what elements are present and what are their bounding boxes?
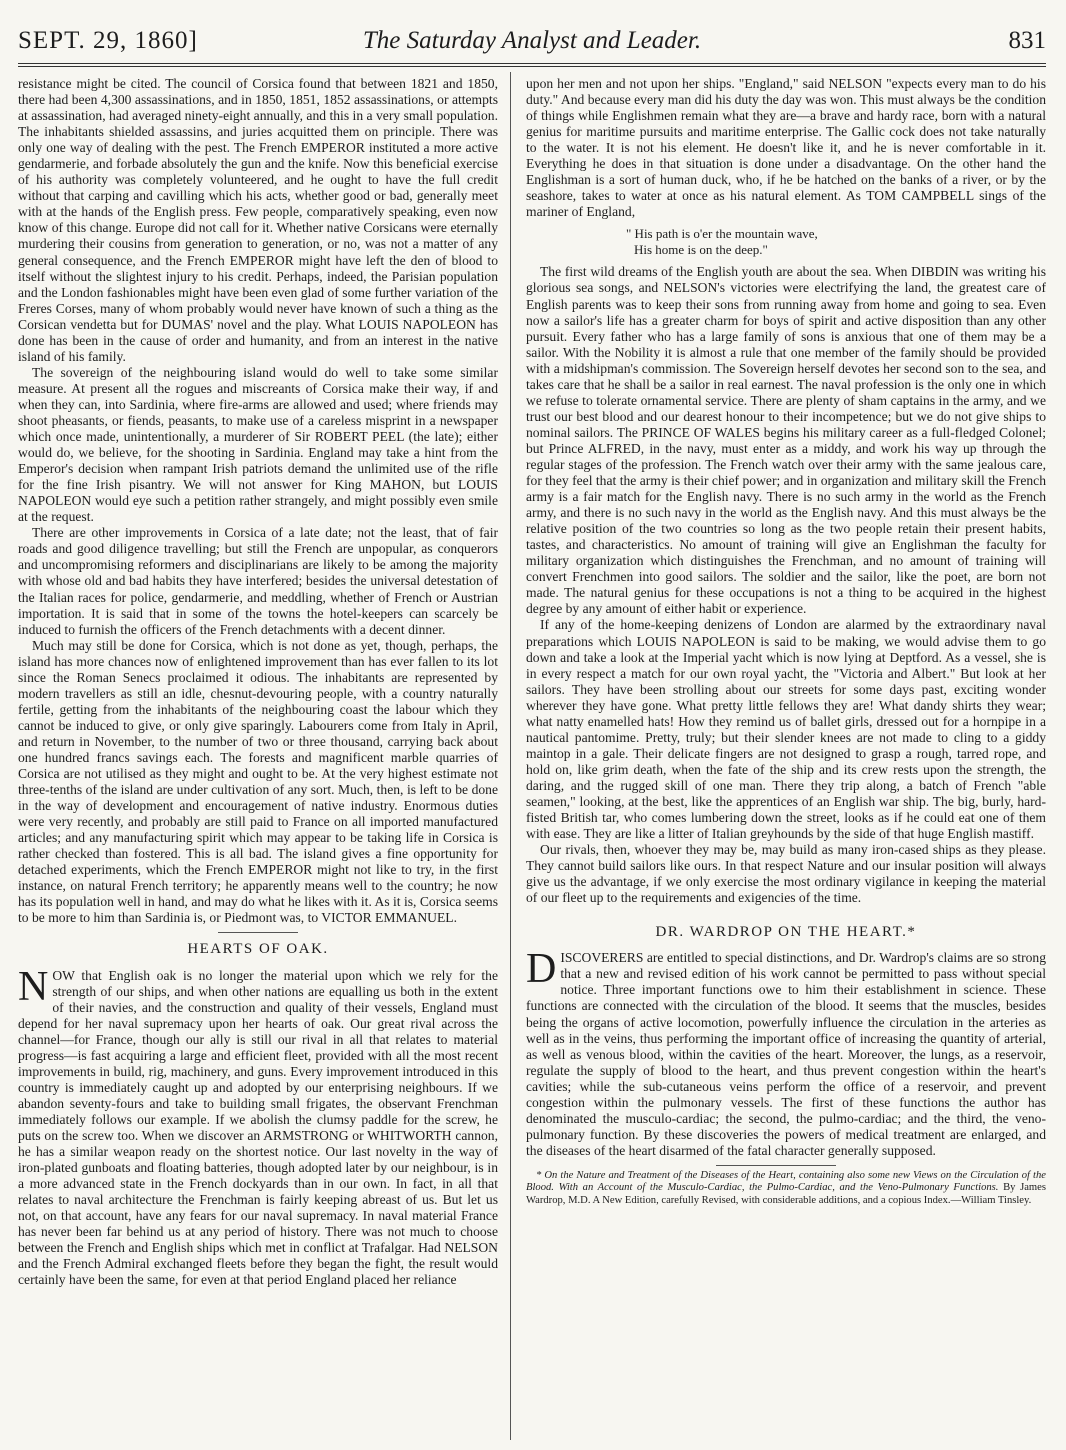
corsica-paragraph: The sovereign of the neighbouring island would do well to take some similar measure. At present all the rogues and miscreants of Corsica make their way, if and when they can, into Sardinia, where fire-arms are allowed and used; where friends may shoot pheasants, or fiends, peasants, to make use of a careless misprint in a newspaper which once made, unintentionally, a murderer of Sir ROBERT PEEL (the late); either would do, we believe, for the shooting in Sardinia. England may take a hint from the Emperor's decision when rampant Irish patriots demand the unlimited use of the rifle for the fine Irish pisantry. We will not answer for King MAHON, but LOUIS NAPOLEON would eye such a petition rather strangely, and might possibly even smile at the request. xyxy=(18,364,498,525)
section-divider xyxy=(218,932,298,933)
corsica-paragraph: Much may still be done for Corsica, which is not done as yet, though, perhaps, the island has more chances now of enlightened improvement than has ever fallen to its lot since the Roman Senecs proclaimed it odious. The inhabitants are represented by modern travellers as still an idle, chesnut-devouring people, with a country naturally fertile, getting from the inhabitants of the neighbouring coast the labour which they cannot be induced to give, or only give sparingly. Labourers come from Italy in April, and return in November, to the number of two or three thousand, carrying back about one hundred francs savings each. The forests and magnificent marble quarries of Corsica are not utilised as they might and ought to be. At the very highest estimate not three-tenths of the island are under cultivation of any sort. Much, then, is left to be done in the way of development and encouragement of native industry. Enormous duties were very recently, and probably are still paid to France on all imported manufactured articles; and any manufacturing spirit which may appear to be taking life in Corsica is rather checked than fostered. This is all bad. The island gives a fine opportunity for detached experiments, which the French EMPEROR might not like to try, in the first instance, on natural French territory; he apparently means well to the country; he now has its population well in hand, and may do what he likes with it. As it is, Corsica seems to be more to him than Sardinia is, or Piedmont was, to VICTOR EMMANUEL. xyxy=(18,637,498,926)
drop-cap: D xyxy=(526,946,557,993)
hearts-of-oak-text: OW that English oak is no longer the material upon which we rely for the strength of our ships, and when other nations are equalling us both in the extent of their navies, and the construction and quality of their vessels, England must depend for her naval supremacy upon her hearts of oak. Our great rival across the channel—for France, though our ally is still our rival in all that relates to material progress—is fast acquiring a large and efficient fleet, provided with all the most recent improvements in build, rig, machinery, and guns. Every improvement introduced in this country is immediately caught up and adopted by our enterprising neighbours. If we abandon seventy-fours and take to building small frigates, the observant Frenchman immediately follows our example. If we abolish the clumsy paddle for the screw, he puts on the screw too. When we discover an ARMSTRONG or WHITWORTH cannon, he has a similar weapon ready on the shortest notice. Our last novelty in the way of iron-plated gunboats and floating batteries, though adopted later by our neighbour, is in a more advanced state in the French dockyards than in our own. In fact, in all that relates to naval architecture the Frenchman is fairly keeping abreast of us. But let us not, on that account, have any fears for our naval supremacy. In naval material France has never been far behind us at any period of history. There was not much to choose between the French and English ships which met in conflict at Trafalgar. Had NELSON and the French Admiral exchanged fleets before they began the fight, the result would certainly have been the same, for even at that period England placed her reliance xyxy=(18,967,498,1288)
hearts-of-oak-paragraph xyxy=(18,963,498,1289)
corsica-paragraph: There are other improvements in Corsica of a late date; not the least, that of fair roads and good diligence travelling; but still the French are unpopular, as conquerors and uncompromising reformers and disciplinarians are likely to be among the majority with whose old and bad habits they have interfered; besides the universal detestation of the Italian races for police, gendarmerie, and meddling, whether of French or Austrian importation. It is said that in some of the towns the hotel-keepers can scarcely be induced to furnish the officers of the French detachments with a decent dinner. xyxy=(18,525,498,637)
footnote-book-title: * On the Nature and Treatment of the Diseases of the Heart, containing also some new Views on the Circulation of the Blood. With an Account of the Musculo-Cardiac, the Pulmo-Cardiac, and the Veno-Pulmonary Functions. xyxy=(526,1169,1046,1194)
poem-quote xyxy=(626,226,1046,258)
header-rule xyxy=(18,63,1046,64)
issue-date: SEPT. 29, 1860] xyxy=(18,27,198,54)
navy-paragraph: Our rivals, then, whoever they may be, may build as many iron-cased ships as they please. They cannot build sailors like ours. In that respect Nature and our insular position will always give us the advantage, if we only exercise the most ordinary vigilance in keeping the material of our fleet up to the requirements and exigencies of the time. xyxy=(526,842,1046,906)
poem-line: His home is on the deep." xyxy=(634,242,768,258)
footnote-publisher: By James Wardrop, M.D. A New Edition, carefully Revised, with considerable additions, and a copious Index.—William Tinsley. xyxy=(526,1182,1046,1206)
navy-paragraph: If any of the home-keeping denizens of London are alarmed by the extraordinary naval preparations which LOUIS NAPOLEON is said to be making, we would advise them to go down and take a look at the Imperial yacht which is now lying at Deptford. As a vessel, she is in every respect a match for our own royal yacht, the "Victoria and Albert." But look at her sailors. They have been strolling about our streets for some days past, exciting wonder wherever they have gone. What pretty little fellows they are! What dandy shirts they wear; what natty enamelled hats! How they remind us of ballet girls, dressed out for a hornpipe in a nautical pantomime. Pretty, truly; but their slender knees are not made to cling to a giddy maintop in a gale. Their delicate fingers are not designed to grasp a rough, tarred rope, and hold on, like grim death, when the fate of the ship and its crew rests upon the strength, the daring, and the rugged skill of one man. There they trip along, a batch of French "able seamen," looking, at the best, like the apprentices of an English war ship. The big, burly, hard-fisted British tar, who comes lumbering down the street, looks as if he could eat one of them with ease. They are like a litter of Italian greyhounds by the side of that huge English mastiff. xyxy=(526,617,1046,842)
navy-paragraph: The first wild dreams of the English youth are about the sea. When DIBDIN was writing his glorious sea songs, and NELSON's victories were electrifying the land, the greatest care of English parents was to keep their sons from running away from home and going to sea. Even now a sailor's life has a greater charm for boys of spirit and active disposition than any other pursuit. Every father who has a large family of sons is anxious that one of them may be a sailor. With the Nobility it is almost a rule that one member of the family should be provided with a midshipman's commission. The Sovereign herself devotes her second son to the sea, and takes care that he shall be a sailor in real earnest. The naval profession is the only one in which we refuse to tolerate ornamental service. There are plenty of sham captains in the army, and we trust our best blood and our dearest honour to their incompetence; but we do not give ships to nominal sailors. The PRINCE OF WALES begins his military career as a full-fledged Colonel; but Prince ALFRED, in the navy, must enter as a middy, and work his way up through the regular stages of the profession. The French watch over their army with the same jealous care, for they feel that the army is their chief power; and in organization and military skill the French army is a fair match for the English navy. There is no such army in the world as the French army, and there is no such navy in the world as the English navy. And this must always be the relative position of the two countries so long as the two people retain their present habits, tastes, and characteristics. No amount of training will give an Englishman the faculty for military organization which distinguishes the Frenchman, and no amount of training will convert Frenchmen into good sailors. The soldier and the sailor, like the poet, are born not made. The natural genius for these occupations is not a thing to be acquired in the highest degree by any amount of either habit or experience. xyxy=(526,264,1046,617)
section-title-wardrop: DR. WARDROP ON THE HEART.* xyxy=(655,924,917,941)
column-divider xyxy=(510,72,511,1440)
page-number: 831 xyxy=(1008,27,1046,54)
left-column xyxy=(18,76,498,1440)
drop-cap: N xyxy=(18,963,49,1010)
section-title-hearts-of-oak: HEARTS OF OAK. xyxy=(187,941,329,958)
footnote-rule xyxy=(716,1165,836,1166)
header-rule-thin xyxy=(18,66,1046,67)
poem-line: " His path is o'er the mountain wave, xyxy=(626,226,818,242)
wardrop-text: ISCOVERERS are entitled to special distinctions, and Dr. Wardrop's claims are so strong that a new and revised edition of his work cannot be permitted to pass without special notice. Three important functions owe to him their establishment in science. These functions are connected with the circulation of the blood. It seems that the muscles, besides being the organs of active locomotion, powerfully influence the circulation in the arteries as well as in the veins, thus performing the important office of increasing the quantity of arterial, as well as venous blood, within the cavities of the heart. Moreover, the lungs, as a reservoir, regulate the supply of blood to the heart, and thus prevent congestion within the heart's cavities; while the sub-cutaneous veins perform the office of a reservoir, and prevent congestion within the pulmonary vessels. The first of these functions the author has denominated the musculo-cardiac; the second, the pulmo-cardiac; and the third, the veno-pulmonary function. By these discoveries the powers of medical treatment are enlarged, and the diseases of the heart disarmed of the fatal character generally supposed. xyxy=(526,950,1046,1158)
corsica-paragraph: resistance might be cited. The council of Corsica found that between 1821 and 1850, there had been 4,300 assassinations, and in 1850, 1851, 1852 assassinations, or attempts at assassination, had averaged ninety-eight annually, and this in a very small population. The inhabitants shielded assassins, and juries acquitted them on principle. There was only one way of dealing with the pest. The French EMPEROR instituted a more active gendarmerie, and forbade absolutely the gun and the knife. Now this beneficial exercise of his authority was completely volunteered, and he ought to have the full credit without that carping and cavilling which his acts, whether good or bad, generally meet with at the hands of the English press. Few people, comparatively speaking, even now know of this change. Europe did not call for it. Whether native Corsicans were eternally murdering their cousins from generation to generation, or no, was not a matter of any general consequence, and the French EMPEROR might have left the den of blood to itself without the slightest injury to his credit. Perhaps, indeed, the Parisian population and the London fashionables might have been even glad of some further variation of the Freres Corses, many of whom probably would never have known of such a thing as the Corsican vendetta but for DUMAS' novel and the play. What LOUIS NAPOLEON has done has been in the cause of order and humanity, and from an interest in the native island of his family. xyxy=(18,76,498,364)
page-header xyxy=(18,26,1046,58)
footnote xyxy=(526,1170,1046,1208)
navy-paragraph: upon her men and not upon her ships. "England," said NELSON "expects every man to do his duty." And because every man did his duty the day was won. This must always be the condition of things while Englishmen remain what they are—a brave and hardy race, born with a natural genius for maritime pursuits and maritime enterprise. The Gallic cock does not take naturally to the water. It is not his element. He doesn't like it, and he is never comfortable in it. Everything he does in that situation is done under a disadvantage. On the other hand the Englishman is a sort of human duck, who, if he be hatched on the banks of a river, or by the seashore, takes to water at once as his natural element. As TOM CAMPBELL sings of the mariner of England, xyxy=(526,76,1046,220)
publication-title: The Saturday Analyst and Leader. xyxy=(362,27,702,54)
right-column xyxy=(526,76,1046,1440)
wardrop-paragraph xyxy=(526,946,1046,1159)
